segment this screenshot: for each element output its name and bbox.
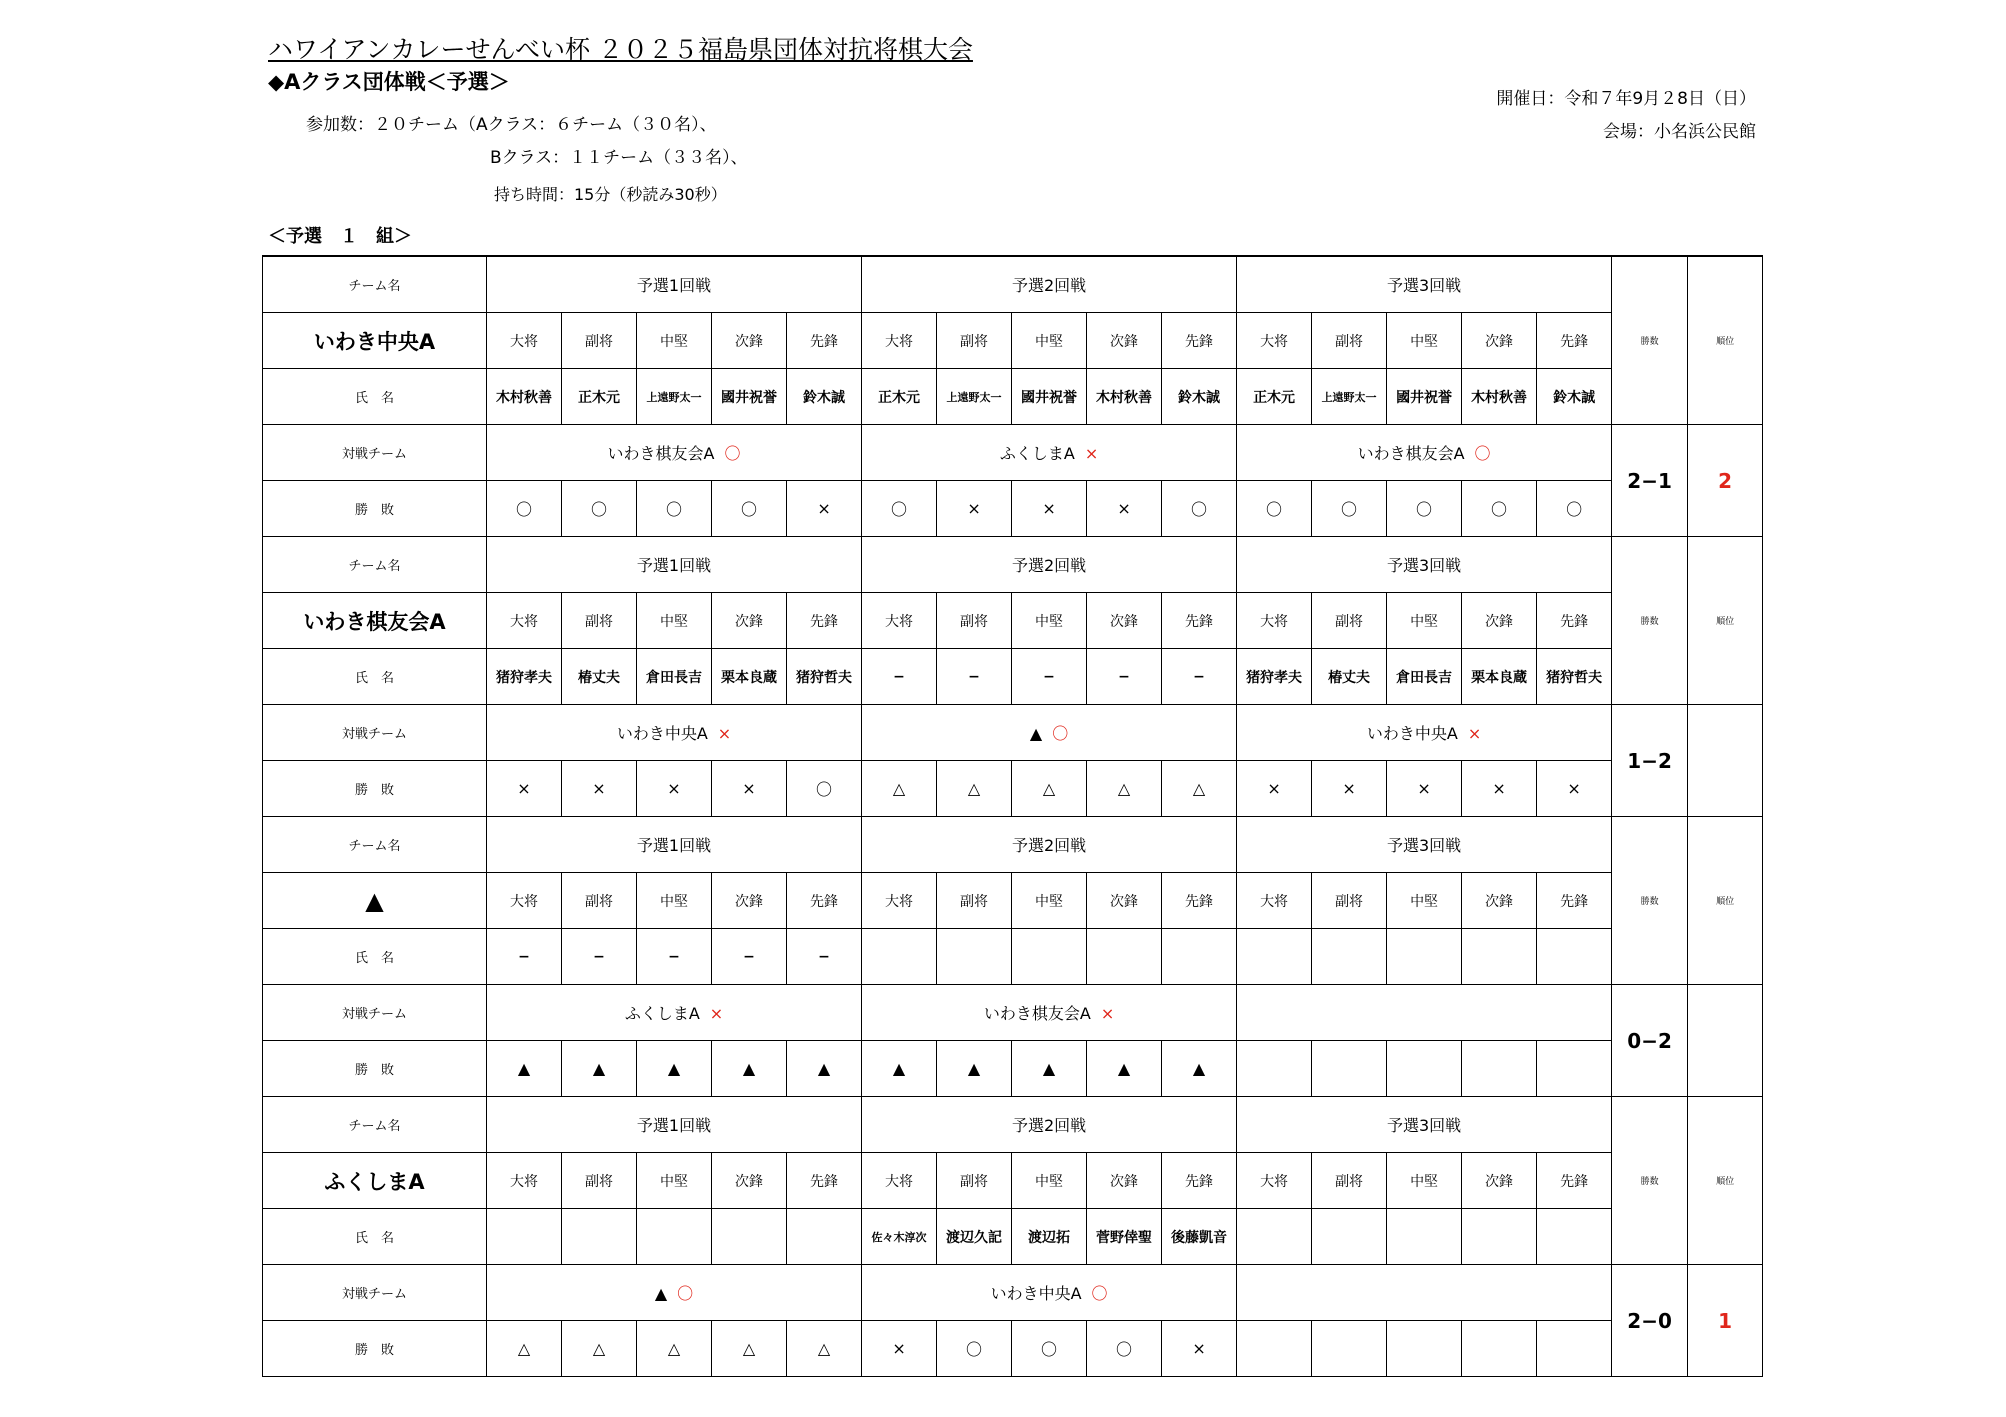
table-row [263,256,1763,313]
game-result-cell [1537,1321,1612,1377]
position-cell: 副将 [562,313,637,369]
position-cell: 中堅 [1012,593,1087,649]
player-name-label: 氏 名 [263,1209,487,1265]
player-name-cell: − [937,649,1012,705]
opponent-label: 対戦チーム [263,985,487,1041]
match-result-mark: 〇 [1052,724,1069,743]
result-label: 勝 敗 [263,761,487,817]
player-name-label: 氏 名 [263,929,487,985]
round-header: 予選1回戦 [487,817,862,873]
game-result-cell: 〇 [1312,481,1387,537]
game-result-cell: × [712,761,787,817]
table-row [263,1321,1763,1377]
game-result-cell: ▲ [562,1041,637,1097]
opponent-cell [1237,1265,1612,1321]
game-result-cell: ▲ [787,1041,862,1097]
group-label: ＜予選 １ 組＞ [268,226,412,247]
position-cell: 次鋒 [1462,1153,1537,1209]
score-cell: 1−2 [1612,705,1688,817]
game-result-cell: △ [712,1321,787,1377]
game-result-cell [1312,1321,1387,1377]
result-label: 勝 敗 [263,481,487,537]
match-result-mark: 〇 [1091,1284,1108,1303]
event-date: 開催日：令和７年9月２8日（日） [1496,89,1756,109]
player-name-cell: 後藤凱音 [1162,1209,1237,1265]
table-row [263,1153,1763,1209]
player-name-cell: 椿丈夫 [562,649,637,705]
game-result-cell: 〇 [562,481,637,537]
player-name-cell: − [637,929,712,985]
table-row [263,1265,1763,1321]
game-result-cell: ▲ [637,1041,712,1097]
opponent-cell [1237,985,1612,1041]
round-header: 予選3回戦 [1237,537,1612,593]
player-name-cell: 上遠野太一 [637,369,712,425]
round-header: 予選2回戦 [862,537,1237,593]
game-result-cell: 〇 [1237,481,1312,537]
team-name: いわき中央A [263,313,487,369]
player-name-cell [1312,1209,1387,1265]
player-name-cell: 倉田長吉 [637,649,712,705]
game-result-cell: 〇 [1387,481,1462,537]
position-cell: 中堅 [1012,313,1087,369]
wins-header: 勝数 [1612,1097,1688,1265]
table-row [263,1041,1763,1097]
rank-header: 順位 [1688,256,1763,425]
opponent-cell [862,1265,1237,1321]
player-name-cell: 鈴木誠 [787,369,862,425]
opponent-cell [862,705,1237,761]
game-result-cell: △ [1162,761,1237,817]
wins-header: 勝数 [1612,256,1688,425]
table-row [263,761,1763,817]
player-name-cell: − [787,929,862,985]
position-cell: 先鋒 [787,313,862,369]
score-cell: 2−1 [1612,425,1688,537]
position-cell: 中堅 [637,313,712,369]
position-cell: 次鋒 [1087,593,1162,649]
position-cell: 大将 [862,873,937,929]
game-result-cell: △ [487,1321,562,1377]
player-name-cell: 猪狩孝夫 [1237,649,1312,705]
opponent-label: 対戦チーム [263,1265,487,1321]
table-row [263,481,1763,537]
position-cell: 先鋒 [787,873,862,929]
team-name-label: チーム名 [263,256,487,313]
opponent-team-name: いわき棋友会A [607,444,715,463]
position-cell: 中堅 [1387,873,1462,929]
player-name-cell: 猪狩哲夫 [787,649,862,705]
rank-header: 順位 [1688,537,1763,705]
player-name-cell: 正木元 [562,369,637,425]
position-cell: 副将 [1312,873,1387,929]
position-cell: 中堅 [1012,873,1087,929]
player-name-cell: − [1012,649,1087,705]
player-name-cell [1387,1209,1462,1265]
match-result-mark: 〇 [1474,444,1491,463]
team-name: ▲ [263,873,487,929]
game-result-cell: × [937,481,1012,537]
game-result-cell: △ [787,1321,862,1377]
game-result-cell [1237,1321,1312,1377]
player-name-cell: 木村秋善 [1462,369,1537,425]
game-result-cell [1462,1041,1537,1097]
wins-header: 勝数 [1612,537,1688,705]
player-name-cell: 正木元 [862,369,937,425]
game-result-cell [1462,1321,1537,1377]
position-cell: 大将 [1237,313,1312,369]
result-label: 勝 敗 [263,1321,487,1377]
rank-cell [1688,705,1763,817]
game-result-cell: △ [1012,761,1087,817]
position-cell: 副将 [1312,313,1387,369]
participants-line-1: 参加数：２０チーム（Aクラス：６チーム（３０名）、 [306,115,717,135]
team-name: ふくしまA [263,1153,487,1209]
round-header: 予選1回戦 [487,256,862,313]
position-cell: 中堅 [1387,1153,1462,1209]
player-name-label: 氏 名 [263,649,487,705]
player-name-cell [787,1209,862,1265]
position-cell: 先鋒 [1162,313,1237,369]
table-row [263,705,1763,761]
player-name-cell: 栗本良蔵 [1462,649,1537,705]
opponent-cell [487,425,862,481]
match-result-mark: × [1467,724,1482,743]
player-name-label: 氏 名 [263,369,487,425]
team-name-label: チーム名 [263,1097,487,1153]
table-row [263,537,1763,593]
game-result-cell: △ [1087,761,1162,817]
game-result-cell: 〇 [1162,481,1237,537]
position-cell: 次鋒 [1462,313,1537,369]
event-venue: 会場：小名浜公民館 [1603,122,1756,142]
player-name-cell: 倉田長吉 [1387,649,1462,705]
opponent-label: 対戦チーム [263,425,487,481]
game-result-cell: × [1537,761,1612,817]
player-name-cell: − [862,649,937,705]
game-result-cell: 〇 [1087,1321,1162,1377]
position-cell: 大将 [862,313,937,369]
round-header: 予選3回戦 [1237,256,1612,313]
game-result-cell: × [787,481,862,537]
game-result-cell: 〇 [1537,481,1612,537]
game-result-cell: × [1462,761,1537,817]
table-row [263,1209,1763,1265]
player-name-cell [1537,1209,1612,1265]
match-result-mark: × [709,1004,724,1023]
position-cell: 副将 [937,593,1012,649]
game-result-cell: 〇 [1012,1321,1087,1377]
game-result-cell: 〇 [712,481,787,537]
game-result-cell: × [487,761,562,817]
result-label: 勝 敗 [263,1041,487,1097]
player-name-cell: 國井祝誉 [1387,369,1462,425]
player-name-cell: 菅野倖聖 [1087,1209,1162,1265]
position-cell: 副将 [937,1153,1012,1209]
position-cell: 副将 [937,313,1012,369]
player-name-cell: 鈴木誠 [1537,369,1612,425]
player-name-cell [1312,929,1387,985]
score-cell: 2−0 [1612,1265,1688,1377]
player-name-cell: 國井祝誉 [1012,369,1087,425]
player-name-cell: 椿丈夫 [1312,649,1387,705]
opponent-team-name: ▲ [1029,724,1043,743]
game-result-cell: × [637,761,712,817]
table-row [263,649,1763,705]
game-result-cell: × [862,1321,937,1377]
opponent-cell [487,1265,862,1321]
position-cell: 大将 [862,593,937,649]
page-title: ハワイアンカレーせんべい杯 ２０２５福島県団体対抗将棋大会 [268,35,973,64]
position-cell: 次鋒 [1087,313,1162,369]
player-name-cell: 上遠野太一 [937,369,1012,425]
position-cell: 先鋒 [787,1153,862,1209]
position-cell: 次鋒 [1087,873,1162,929]
player-name-cell [862,929,937,985]
match-result-mark: × [1100,1004,1115,1023]
position-cell: 中堅 [1387,593,1462,649]
opponent-team-name: ふくしまA [624,1004,700,1023]
game-result-cell: △ [937,761,1012,817]
player-name-cell: 猪狩哲夫 [1537,649,1612,705]
opponent-team-name: いわき棋友会A [1357,444,1465,463]
position-cell: 中堅 [1012,1153,1087,1209]
position-cell: 次鋒 [1087,1153,1162,1209]
player-name-cell: 上遠野太一 [1312,369,1387,425]
player-name-cell: 渡辺拓 [1012,1209,1087,1265]
rank-header: 順位 [1688,1097,1763,1265]
match-result-mark: 〇 [677,1284,694,1303]
game-result-cell: × [1237,761,1312,817]
team-name-label: チーム名 [263,817,487,873]
position-cell: 副将 [1312,1153,1387,1209]
player-name-cell [1087,929,1162,985]
position-cell: 大将 [862,1153,937,1209]
player-name-cell [1387,929,1462,985]
participants-line-2: Bクラス：１１チーム（３３名）、 [490,148,748,168]
opponent-team-name: いわき中央A [616,724,708,743]
game-result-cell: ▲ [937,1041,1012,1097]
table-row [263,817,1763,873]
player-name-cell: 木村秋善 [487,369,562,425]
rank-cell: 1 [1688,1265,1763,1377]
round-header: 予選3回戦 [1237,817,1612,873]
player-name-cell [1162,929,1237,985]
position-cell: 次鋒 [712,593,787,649]
opponent-cell [1237,425,1612,481]
round-header: 予選2回戦 [862,817,1237,873]
round-header: 予選3回戦 [1237,1097,1612,1153]
game-result-cell: × [1312,761,1387,817]
position-cell: 大将 [487,873,562,929]
game-result-cell: 〇 [1462,481,1537,537]
game-result-cell: × [562,761,637,817]
position-cell: 次鋒 [712,873,787,929]
match-result-mark: 〇 [724,444,741,463]
position-cell: 次鋒 [1462,873,1537,929]
player-name-cell: 栗本良蔵 [712,649,787,705]
match-result-mark: × [717,724,732,743]
player-name-cell: 國井祝誉 [712,369,787,425]
position-cell: 先鋒 [1162,873,1237,929]
team-name-label: チーム名 [263,537,487,593]
player-name-cell: 渡辺久記 [937,1209,1012,1265]
position-cell: 大将 [1237,593,1312,649]
player-name-cell: − [712,929,787,985]
round-header: 予選2回戦 [862,1097,1237,1153]
position-cell: 先鋒 [787,593,862,649]
round-header: 予選1回戦 [487,537,862,593]
table-row [263,593,1763,649]
game-result-cell: 〇 [937,1321,1012,1377]
game-result-cell: × [1387,761,1462,817]
table-row [263,985,1763,1041]
position-cell: 次鋒 [712,313,787,369]
results-table [262,255,1763,1377]
position-cell: 大将 [487,593,562,649]
position-cell: 中堅 [637,593,712,649]
player-name-cell [1237,1209,1312,1265]
position-cell: 大将 [487,1153,562,1209]
player-name-cell: − [487,929,562,985]
game-result-cell: ▲ [862,1041,937,1097]
game-result-cell [1237,1041,1312,1097]
game-result-cell: × [1087,481,1162,537]
position-cell: 副将 [562,873,637,929]
game-result-cell: ▲ [1012,1041,1087,1097]
game-result-cell [1537,1041,1612,1097]
rank-cell: 2 [1688,425,1763,537]
player-name-cell [1537,929,1612,985]
table-row [263,1097,1763,1153]
opponent-cell [862,985,1237,1041]
player-name-cell [1012,929,1087,985]
game-result-cell: △ [637,1321,712,1377]
game-result-cell: ▲ [1087,1041,1162,1097]
game-result-cell [1312,1041,1387,1097]
table-row [263,369,1763,425]
position-cell: 先鋒 [1162,1153,1237,1209]
table-row [263,873,1763,929]
round-header: 予選2回戦 [862,256,1237,313]
table-row [263,313,1763,369]
game-result-cell: ▲ [487,1041,562,1097]
opponent-team-name: いわき棋友会A [983,1004,1091,1023]
position-cell: 副将 [1312,593,1387,649]
position-cell: 副将 [937,873,1012,929]
page-subtitle: ◆Aクラス団体戦＜予選＞ [268,70,510,94]
team-name: いわき棋友会A [263,593,487,649]
position-cell: 先鋒 [1537,593,1612,649]
game-result-cell [1387,1321,1462,1377]
player-name-cell: − [1087,649,1162,705]
position-cell: 次鋒 [712,1153,787,1209]
player-name-cell [1462,929,1537,985]
round-header: 予選1回戦 [487,1097,862,1153]
opponent-team-name: ▲ [654,1284,668,1303]
player-name-cell: − [1162,649,1237,705]
opponent-cell [1237,705,1612,761]
game-result-cell: ▲ [1162,1041,1237,1097]
position-cell: 先鋒 [1162,593,1237,649]
opponent-cell [487,985,862,1041]
opponent-team-name: いわき中央A [1366,724,1458,743]
position-cell: 中堅 [637,1153,712,1209]
player-name-cell [937,929,1012,985]
time-control: 持ち時間：15分（秒読み30秒） [494,185,727,204]
position-cell: 副将 [562,1153,637,1209]
rank-header: 順位 [1688,817,1763,985]
position-cell: 大将 [487,313,562,369]
match-result-mark: × [1084,444,1099,463]
position-cell: 大将 [1237,873,1312,929]
player-name-cell: 佐々木淳次 [862,1209,937,1265]
player-name-cell: 正木元 [1237,369,1312,425]
table-row [263,425,1763,481]
opponent-cell [487,705,862,761]
game-result-cell: △ [862,761,937,817]
player-name-cell: − [562,929,637,985]
position-cell: 大将 [1237,1153,1312,1209]
player-name-cell [1462,1209,1537,1265]
position-cell: 先鋒 [1537,313,1612,369]
game-result-cell: × [1012,481,1087,537]
game-result-cell: ▲ [712,1041,787,1097]
opponent-team-name: いわき中央A [990,1284,1082,1303]
position-cell: 先鋒 [1537,873,1612,929]
position-cell: 副将 [562,593,637,649]
game-result-cell [1387,1041,1462,1097]
position-cell: 先鋒 [1537,1153,1612,1209]
player-name-cell [487,1209,562,1265]
game-result-cell: 〇 [787,761,862,817]
position-cell: 中堅 [1387,313,1462,369]
player-name-cell: 木村秋善 [1087,369,1162,425]
player-name-cell [637,1209,712,1265]
opponent-cell [862,425,1237,481]
player-name-cell [562,1209,637,1265]
player-name-cell: 鈴木誠 [1162,369,1237,425]
wins-header: 勝数 [1612,817,1688,985]
player-name-cell [1237,929,1312,985]
table-row [263,929,1763,985]
game-result-cell: 〇 [862,481,937,537]
rank-cell [1688,985,1763,1097]
game-result-cell: 〇 [637,481,712,537]
position-cell: 中堅 [637,873,712,929]
player-name-cell: 猪狩孝夫 [487,649,562,705]
game-result-cell: △ [562,1321,637,1377]
opponent-team-name: ふくしまA [999,444,1075,463]
position-cell: 次鋒 [1462,593,1537,649]
score-cell: 0−2 [1612,985,1688,1097]
game-result-cell: × [1162,1321,1237,1377]
player-name-cell [712,1209,787,1265]
game-result-cell: 〇 [487,481,562,537]
opponent-label: 対戦チーム [263,705,487,761]
